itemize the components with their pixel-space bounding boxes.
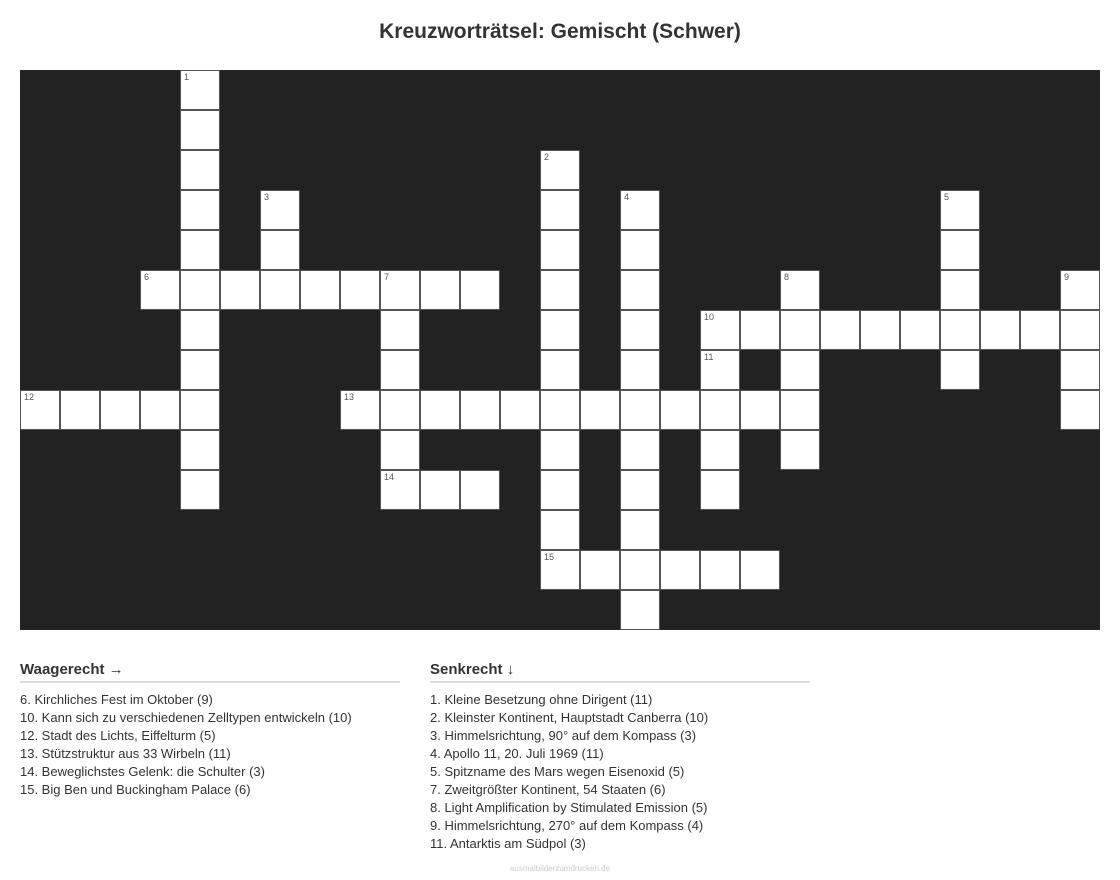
grid-cell[interactable] <box>340 390 380 430</box>
grid-cell[interactable] <box>780 390 820 430</box>
footer-credit: ausmalbilderzumdrucken.de <box>509 864 611 873</box>
grid-cell[interactable] <box>740 550 780 590</box>
grid-cell[interactable] <box>460 470 500 510</box>
clue-number: 15 <box>544 552 555 562</box>
grid-cell[interactable] <box>620 510 660 550</box>
clue-number: 13 <box>344 392 355 402</box>
grid-cell[interactable] <box>700 470 740 510</box>
grid-cell[interactable] <box>620 310 660 350</box>
clue-number: 14 <box>384 472 395 482</box>
grid-cell[interactable] <box>780 310 820 350</box>
clue-number: 1 <box>184 72 190 82</box>
across-clue-list <box>20 691 400 799</box>
grid-cell[interactable] <box>620 190 660 230</box>
grid-cell[interactable] <box>980 310 1020 350</box>
clue-number: 12 <box>24 392 35 402</box>
clue-number: 7 <box>384 272 390 282</box>
grid-cell[interactable] <box>500 390 540 430</box>
across-clues-panel <box>20 660 400 799</box>
grid-cell[interactable] <box>700 550 740 590</box>
grid-cell[interactable] <box>380 270 420 310</box>
page-title: Kreuzworträtsel: Gemischt (Schwer) <box>379 20 741 43</box>
clue-number: 9 <box>1064 272 1070 282</box>
clue-number: 5 <box>944 192 950 202</box>
across-clue: 6. Kirchliches Fest im Oktober (9) <box>20 692 213 707</box>
across-clue: 14. Beweglichstes Gelenk: die Schulter (3) <box>20 764 265 779</box>
grid-cell[interactable] <box>940 230 980 270</box>
across-clue: 13. Stützstruktur aus 33 Wirbeln (11) <box>20 746 231 761</box>
grid-cell[interactable] <box>620 230 660 270</box>
grid-cell[interactable] <box>180 270 220 310</box>
down-clue: 8. Light Amplification by Stimulated Emission (5) <box>430 800 708 815</box>
grid-cell[interactable] <box>180 430 220 470</box>
grid-cell[interactable] <box>1060 350 1100 390</box>
grid-cell[interactable] <box>100 390 140 430</box>
grid-cell[interactable] <box>740 310 780 350</box>
grid-cell[interactable] <box>180 190 220 230</box>
grid-cell[interactable] <box>1060 310 1100 350</box>
grid-cell[interactable] <box>620 430 660 470</box>
grid-cell[interactable] <box>700 390 740 430</box>
grid-cell[interactable] <box>700 350 740 390</box>
down-clue: 2. Kleinster Kontinent, Hauptstadt Canberra (10) <box>430 710 709 725</box>
grid-cell[interactable] <box>940 310 980 350</box>
down-clue: 9. Himmelsrichtung, 270° auf dem Kompass (4) <box>430 818 704 833</box>
clue-number: 10 <box>704 312 715 322</box>
grid-cell[interactable] <box>820 310 860 350</box>
grid-cell[interactable] <box>420 390 460 430</box>
grid-cell[interactable] <box>260 270 300 310</box>
grid-cell[interactable] <box>620 390 660 430</box>
grid-cell[interactable] <box>540 270 580 310</box>
grid-cell[interactable] <box>380 310 420 350</box>
grid-cell[interactable] <box>540 350 580 390</box>
grid-cell[interactable] <box>540 190 580 230</box>
grid-cell[interactable] <box>580 550 620 590</box>
grid-cell[interactable] <box>180 150 220 190</box>
across-clue: 12. Stadt des Lichts, Eiffelturm (5) <box>20 728 216 743</box>
down-clue: 11. Antarktis am Südpol (3) <box>430 836 586 851</box>
grid-cell[interactable] <box>60 390 100 430</box>
grid-cell[interactable] <box>540 150 580 190</box>
grid-cell[interactable] <box>380 350 420 390</box>
grid-cell[interactable] <box>180 230 220 270</box>
grid-cell[interactable] <box>780 270 820 310</box>
grid-cell[interactable] <box>540 430 580 470</box>
down-clue-list <box>430 691 810 853</box>
across-clue: 10. Kann sich zu verschiedenen Zelltypen entwickeln (10) <box>20 710 352 725</box>
across-heading: Waagerecht → <box>20 660 400 683</box>
grid-cell[interactable] <box>660 390 700 430</box>
grid-cell[interactable] <box>700 310 740 350</box>
grid-cell[interactable] <box>780 350 820 390</box>
down-clue: 1. Kleine Besetzung ohne Dirigent (11) <box>430 692 653 707</box>
grid-cell[interactable] <box>940 270 980 310</box>
down-clue: 3. Himmelsrichtung, 90° auf dem Kompass (3) <box>430 728 697 743</box>
clue-number: 3 <box>264 192 270 202</box>
grid-cell[interactable] <box>540 510 580 550</box>
grid-cell[interactable] <box>780 430 820 470</box>
down-clues-panel <box>430 660 810 853</box>
clue-number: 8 <box>784 272 790 282</box>
grid-cell[interactable] <box>300 270 340 310</box>
grid-cell[interactable] <box>540 390 580 430</box>
down-heading: Senkrecht ↓ <box>430 660 810 683</box>
clue-number: 11 <box>704 352 714 362</box>
grid-cell[interactable] <box>1020 310 1060 350</box>
grid-cell[interactable] <box>620 270 660 310</box>
grid-cell[interactable] <box>220 270 260 310</box>
grid-cell[interactable] <box>860 310 900 350</box>
grid-cell[interactable] <box>380 470 420 510</box>
grid-cell[interactable] <box>140 270 180 310</box>
grid-cell[interactable] <box>460 390 500 430</box>
clue-number: 2 <box>544 152 550 162</box>
grid-cell[interactable] <box>740 390 780 430</box>
grid-cell[interactable] <box>540 470 580 510</box>
clue-number: 6 <box>144 272 150 282</box>
grid-cell[interactable] <box>180 350 220 390</box>
down-clue: 5. Spitzname des Mars wegen Eisenoxid (5) <box>430 764 685 779</box>
grid-cell[interactable] <box>620 590 660 630</box>
grid-cell[interactable] <box>140 390 180 430</box>
grid-cell[interactable] <box>180 470 220 510</box>
grid-cell[interactable] <box>340 270 380 310</box>
grid-cell[interactable] <box>180 70 220 110</box>
grid-cell[interactable] <box>180 310 220 350</box>
grid-cell[interactable] <box>940 190 980 230</box>
grid-cell[interactable] <box>420 270 460 310</box>
grid-cell[interactable] <box>540 310 580 350</box>
down-clue: 4. Apollo 11, 20. Juli 1969 (11) <box>430 746 604 761</box>
clue-number: 4 <box>624 192 630 202</box>
grid-cell[interactable] <box>620 350 660 390</box>
crossword-grid <box>20 70 1100 630</box>
across-clue: 15. Big Ben und Buckingham Palace (6) <box>20 782 251 797</box>
grid-cell[interactable] <box>460 270 500 310</box>
grid-cell[interactable] <box>20 390 60 430</box>
grid-cell[interactable] <box>660 550 700 590</box>
grid-cell[interactable] <box>180 110 220 150</box>
grid-cell[interactable] <box>620 550 660 590</box>
grid-cell[interactable] <box>1060 270 1100 310</box>
grid-cell[interactable] <box>260 230 300 270</box>
grid-cell[interactable] <box>620 470 660 510</box>
grid-cell[interactable] <box>260 190 300 230</box>
grid-cell[interactable] <box>540 230 580 270</box>
grid-cell[interactable] <box>700 430 740 470</box>
grid-cell[interactable] <box>380 390 420 430</box>
grid-cell[interactable] <box>540 550 580 590</box>
grid-cell[interactable] <box>940 350 980 390</box>
grid-cell[interactable] <box>420 470 460 510</box>
grid-cell[interactable] <box>900 310 940 350</box>
grid-cell[interactable] <box>1060 390 1100 430</box>
grid-cell[interactable] <box>380 430 420 470</box>
grid-cell[interactable] <box>180 390 220 430</box>
grid-cell[interactable] <box>580 390 620 430</box>
down-clue: 7. Zweitgrößter Kontinent, 54 Staaten (6) <box>430 782 666 797</box>
